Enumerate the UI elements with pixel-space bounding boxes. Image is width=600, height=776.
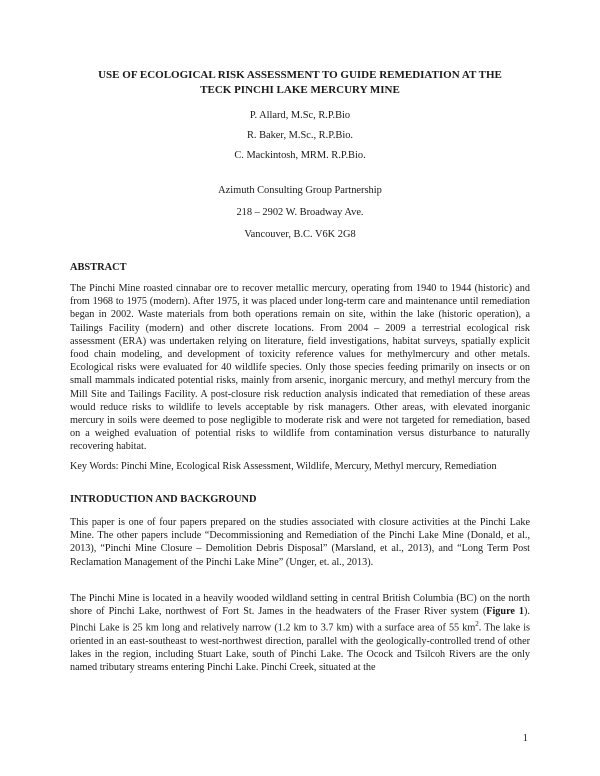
figure-1-reference[interactable]: Figure 1 <box>486 606 525 618</box>
intro-paragraph-2-part-a: The Pinchi Mine is located in a heavily wooded wildland setting in central British Columbia (BC) on the north shore of Pinchi Lake, northwest of Fort St. James in the headwaters of the Fraser River system ( <box>70 593 530 618</box>
page-number: 1 <box>522 733 528 744</box>
affiliation-block <box>70 180 530 246</box>
intro-paragraph-2-part-c: . The lake is oriented in an east-southeast to west-northwest direction, parallel with the geologically-controlled trend of other lakes in the region, including Stuart Lake, south of Pinchi Lake. The Ocock and Tsilcoh Rivers are the only named tributary streams entering Pinchi Lake. Pinchi Creek, situated at the <box>70 622 530 674</box>
paper-title <box>70 68 530 98</box>
intro-paragraph-2-part-b: ). Pinchi Lake is 25 km long and relatively narrow (1.2 km to 3.7 km) with a surface area of 55 km <box>70 606 530 634</box>
author-list <box>70 106 530 166</box>
intro-paragraph-2 <box>70 592 530 675</box>
author-1: P. Allard, M.Sc, R.P.Bio <box>249 110 351 121</box>
title-line-2: TECK PINCHI LAKE MERCURY MINE <box>200 84 400 96</box>
author-3: C. Mackintosh, MRM. R.P.Bio. <box>234 150 366 161</box>
affiliation-organization: Azimuth Consulting Group Partnership <box>218 185 382 196</box>
title-line-1: USE OF ECOLOGICAL RISK ASSESSMENT TO GUIDE REMEDIATION AT THE <box>98 69 502 81</box>
keywords: Key Words: Pinchi Mine, Ecological Risk Assessment, Wildlife, Mercury, Methyl mercury, Remediation <box>70 461 497 472</box>
superscript-2: 2 <box>475 620 479 629</box>
abstract-heading: ABSTRACT <box>70 262 127 273</box>
intro-paragraph-1: This paper is one of four papers prepared on the studies associated with closure activities at the Pinchi Lake Mine. The other papers include “Decommissioning and Remediation of the Pinchi Lake Mine (Donald, et al., 2013), “Pinchi Mine Closure – Demolition Debris Disposal” (Marsland, et al., 2013), and “Long Term Post Reclamation Management of the Pinchi Lake Mine” (Unger, et. al., 2013). <box>70 517 530 568</box>
intro-heading: INTRODUCTION AND BACKGROUND <box>70 494 257 505</box>
affiliation-street: 218 – 2902 W. Broadway Ave. <box>236 207 364 218</box>
abstract-text: The Pinchi Mine roasted cinnabar ore to recover metallic mercury, operating from 1940 to 1944 (historic) and from 1968 to 1975 (modern). After 1975, it was placed under long-term care and maintenance until remediation began in 2002. Waste materials from both operations remain on site, within the lake (historic operation), a Tailings Facility (modern) and other discrete locations. From 2004 – 2009 a terrestrial ecological risk assessment (ERA) was undertaken relying on literature, field investigations, habitat surveys, spatially explicit food chain modeling, and development of toxicity reference values for methylmercury and other metals. Ecological risks were evaluated for 40 wildlife species. Only those species feeding primarily on insects or on small mammals indicated potential risks, mainly from arsenic, inorganic mercury, and methyl mercury from the Mill Site and Tailings Facility. A post-closure risk reduction analysis indicated that remediation of these areas would reduce risks to wildlife to levels acceptable by risk managers. Other areas, with elevated inorganic mercury in soils were deemed to pose negligible to moderate risk and were not targeted for remediation, based on a weighed evaluation of potential risks to wildlife from contamination versus disturbance to naturally recovering habitat. <box>70 283 530 453</box>
affiliation-city: Vancouver, B.C. V6K 2G8 <box>244 229 356 240</box>
author-2: R. Baker, M.Sc., R.P.Bio. <box>246 130 354 141</box>
